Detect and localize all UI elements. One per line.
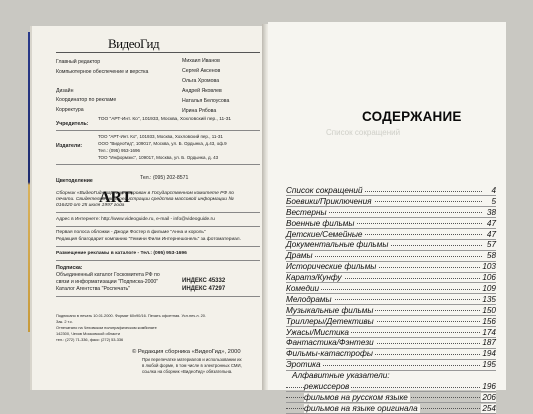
art-phone: Тел.: (095) 202-8571 — [140, 175, 189, 181]
publisher-line: ТОО "Информэкс", 109017, Москва, ул. Б. Ордынка, д. 43 — [98, 155, 219, 160]
toc-row[interactable] — [286, 239, 496, 250]
toc-row[interactable] — [286, 403, 496, 414]
toc-page: 195 — [482, 360, 496, 370]
index-heading-row — [286, 370, 496, 381]
registration-line: Сборник «ВидеоГид» зарегистрирован в Государственном комитете РФ по — [56, 191, 235, 196]
toc-page: 47 — [486, 218, 496, 228]
toc-row[interactable] — [286, 348, 496, 359]
staff-name: Ольга Хромова — [182, 78, 220, 84]
toc-page: 57 — [486, 240, 496, 250]
toc-label: Боевики/Приключения — [286, 196, 372, 206]
divider — [56, 260, 260, 261]
subscribe-label: Подписка: — [56, 265, 83, 271]
toc-page: 109 — [482, 284, 496, 294]
staff-name: Сергей Аксенов — [182, 68, 221, 74]
print-line: 142300, Чехов Московской области — [56, 331, 121, 336]
toc-page: 187 — [482, 338, 496, 348]
leader-dots — [286, 256, 482, 257]
toc-row[interactable] — [286, 283, 496, 294]
toc-page: 254 — [482, 403, 496, 413]
show-through-text: Список сокращений — [326, 128, 401, 137]
toc-label: режиссеров — [304, 382, 350, 392]
toc-page: 5 — [491, 196, 496, 206]
copyright-note: При перепечатке материалов и использовании их — [142, 357, 242, 362]
founder-text: ТОО "АРТ-Инт. Ко", 101933, Москва, Хохловский пер., 11-31 — [98, 117, 232, 122]
staff-name: Ирина Рябова — [182, 108, 217, 114]
copyright: © Редакция сборника «ВидеоГид», 2000 — [132, 349, 241, 355]
toc-row[interactable] — [286, 207, 496, 218]
toc-row[interactable] — [286, 359, 496, 370]
toc-page: 47 — [486, 229, 496, 239]
divider — [56, 130, 260, 131]
toc-label: Триллеры/Детективы — [286, 316, 374, 326]
toc-page: 38 — [486, 207, 496, 217]
toc-row[interactable] — [286, 229, 496, 240]
toc-row[interactable] — [286, 337, 496, 348]
toc-page: 206 — [482, 392, 496, 402]
divider — [56, 226, 260, 227]
divider — [56, 296, 260, 297]
toc-label: Документальные фильмы — [286, 240, 389, 250]
toc-label: Фильмы-катастрофы — [286, 349, 373, 359]
staff-role: Координатор по рекламе — [56, 97, 117, 103]
toc-row[interactable] — [286, 294, 496, 305]
publisher-line: Тел.: (095) 953-1696 — [98, 148, 140, 153]
toc-page: 106 — [482, 273, 496, 283]
toc-label: Комедии — [286, 284, 320, 294]
index-heading: Алфавитные указатели: — [292, 371, 390, 381]
videogid-logo: ВидеоГид — [108, 36, 160, 51]
toc-row[interactable] — [286, 250, 496, 261]
subscribe-line: Объединенный каталог Госкомитета РФ по — [56, 272, 160, 278]
toc-label: Военные фильмы — [286, 218, 355, 228]
staff-role: Корректура — [56, 107, 84, 113]
toc-label: Мелодрамы — [286, 294, 332, 304]
toc-page: 196 — [482, 382, 496, 392]
staff-name: Наталья Белоусова — [182, 98, 230, 104]
subscribe-line: связи и информатизации "Подписка-2000" — [56, 279, 159, 285]
color-label: Цветоделение — [56, 178, 93, 184]
subscribe-line: Каталог Агентства "Роспечать" — [56, 286, 131, 292]
toc-page: 135 — [482, 294, 496, 304]
toc-row[interactable] — [286, 218, 496, 229]
open-book — [22, 22, 510, 413]
toc-label: Эротика — [286, 360, 321, 370]
table-of-contents — [286, 185, 496, 414]
toc-page: 194 — [482, 349, 496, 359]
contents-title: СОДЕРЖАНИЕ — [362, 109, 462, 124]
copyright-note: в любой форме, в том числе в электронных СМИ, — [142, 363, 242, 368]
print-info — [56, 314, 260, 376]
print-line: тел.: (272) 71-336, факс: (272) 53-336 — [56, 337, 124, 342]
toc-label: Вестерны — [286, 207, 327, 217]
left-page — [32, 26, 264, 390]
subscribe-index: ИНДЕКС 45332 — [182, 278, 226, 284]
staff-name: Андрей Яковлев — [182, 88, 222, 94]
cover-credit: Редакция благодарит компанию "Гемини Филм Интернешонель" за фотоматериал. — [56, 237, 241, 242]
publisher-line: ТОО "АРТ-Инт. Ко", 101933, Москва, Хохловский пер., 11-31 — [98, 134, 223, 139]
staff-name: Михаил Иванов — [182, 58, 220, 64]
toc-row[interactable] — [286, 196, 496, 207]
registration-line: 016420 от 25 июля 1997 года — [56, 203, 125, 208]
cover-credit: Первая полоса обложки - Джоди Фостер в фильме "Анна и король" — [56, 230, 206, 235]
staff-role: Главный редактор — [56, 59, 101, 65]
toc-page: 58 — [486, 251, 496, 261]
toc-label: Ужасы/Мистика — [286, 327, 349, 337]
divider — [56, 212, 260, 213]
publisher-label: Издатели: — [56, 143, 83, 149]
print-line: Подписано в печать 10.01.2000. Формат 60х90/16. Печать офсетная. Усл.печ.л. 20. — [56, 313, 207, 318]
staff-role: Компьютерное обеспечение и верстка — [56, 69, 149, 75]
toc-page: 103 — [482, 262, 496, 272]
toc-row[interactable] — [286, 185, 496, 196]
print-line: Отпечатано на Чеховском полиграфическом комбинате — [56, 325, 157, 330]
toc-row[interactable] — [286, 381, 496, 392]
toc-label: Фантастика/Фэнтези — [286, 338, 374, 348]
print-line: Зак. 2 т.с. — [56, 319, 74, 324]
divider — [56, 164, 260, 165]
founder-label: Учредитель: — [56, 121, 89, 127]
right-page — [268, 22, 506, 413]
toc-label: фильмов на русском языке — [304, 392, 408, 402]
subscribe-index: ИНДЕКС 47297 — [182, 286, 226, 292]
toc-row[interactable] — [286, 261, 496, 272]
toc-page: 150 — [482, 305, 496, 315]
toc-label: Детские/Семейные — [286, 229, 363, 239]
toc-row[interactable] — [286, 316, 496, 327]
toc-label: фильмов на языке оригинала — [304, 403, 418, 413]
toc-label: Исторические фильмы — [286, 262, 377, 272]
toc-page: 174 — [482, 327, 496, 337]
ads-info: Размещение рекламы в каталоге - Тел.: (095) 953-1696 — [56, 251, 187, 256]
copyright-note: ссылка на сборник «ВидеоГид» обязательна. — [142, 369, 233, 374]
art-logo: ART — [99, 189, 133, 206]
internet-address: Адрес в Интернете: http://www.videoguide.ru, e-mail - info@videoguide.ru — [56, 217, 215, 222]
toc-label: Каратэ/Кунфу — [286, 273, 342, 283]
toc-label: Драмы — [286, 251, 313, 261]
toc-label: Музыкальные фильмы — [286, 305, 374, 315]
toc-page: 156 — [482, 316, 496, 326]
header-divider — [56, 52, 260, 53]
toc-label: Список сокращений — [286, 186, 363, 195]
publisher-line: ООО "ВидеоГид", 109017, Москва, ул. Б. Ордынка, д.43, оф.9 — [98, 141, 227, 146]
staff-role: Дизайн — [56, 88, 74, 94]
toc-row[interactable] — [286, 272, 496, 283]
divider — [56, 246, 260, 247]
toc-page: 4 — [491, 186, 496, 195]
registration-line: печати. Свидетельство о регистрации средства массовой информации № — [56, 197, 234, 202]
toc-row[interactable] — [286, 305, 496, 316]
toc-row[interactable] — [286, 327, 496, 338]
toc-row[interactable] — [286, 392, 496, 403]
